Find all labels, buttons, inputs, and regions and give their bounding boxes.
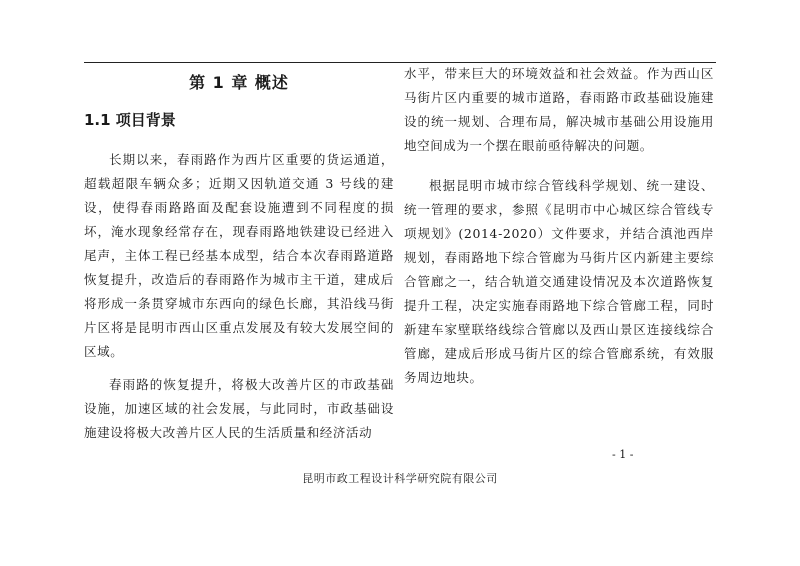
section-title: 1.1 项目背景 bbox=[84, 111, 176, 129]
footer-organization: 昆明市政工程设计科学研究院有限公司 bbox=[302, 472, 498, 485]
paragraph-continuation: 水平，带来巨大的环境效益和社会效益。作为西山区马街片区内重要的城市道路，春雨路市政基础设施建设的统一规划、合理布局，解决城市基础公用设施用地空间成为一个摆在眼前亟待解决的问题。 bbox=[404, 66, 714, 153]
chapter-title: 第 1 章 概述 bbox=[189, 73, 289, 92]
paragraph-background-2: 春雨路的恢复提升，将极大改善片区的市政基础设施，加速区域的社会发展，与此同时，市政基础设施建设将极大改善片区人民的生活质量和经济活动 bbox=[84, 377, 394, 440]
page-number: - 1 - bbox=[612, 448, 634, 461]
right-column bbox=[404, 62, 714, 390]
paragraph-background-1: 长期以来，春雨路作为西片区重要的货运通道，超载超限车辆众多；近期又因轨道交通 3 号线的建设，使得春雨路路面及配套设施遭到不同程度的损坏，淹水现象经常存在，现春雨路地铁建设已经进入尾声，主体工程已经基本成型，结合本次春雨路道路恢复提升，改造后的春雨路作为城市主干道，建成后将形成一条贯穿城市东西向的绿色长廊，其沿线马街片区将是昆明市西山区重点发展及有较大发展空间的区域。 bbox=[84, 152, 394, 359]
paragraph-planning: 根据昆明市城市综合管线科学规划、统一建设、统一管理的要求，参照《昆明市中心城区综合管线专项规划》(2014-2020）文件要求，并结合滇池西岸规划，春雨路地下综合管廊为马街片区内新建主要综合管廊之一，结合轨道交通建设情况及本次道路恢复提升工程，决定实施春雨路地下综合管廊工程，同时新建车家壁联络线综合管廊以及西山景区连接线综合管廊，建成后形成马街片区的综合管廊系统，有效服务周边地块。 bbox=[404, 178, 714, 385]
left-column bbox=[84, 62, 394, 445]
